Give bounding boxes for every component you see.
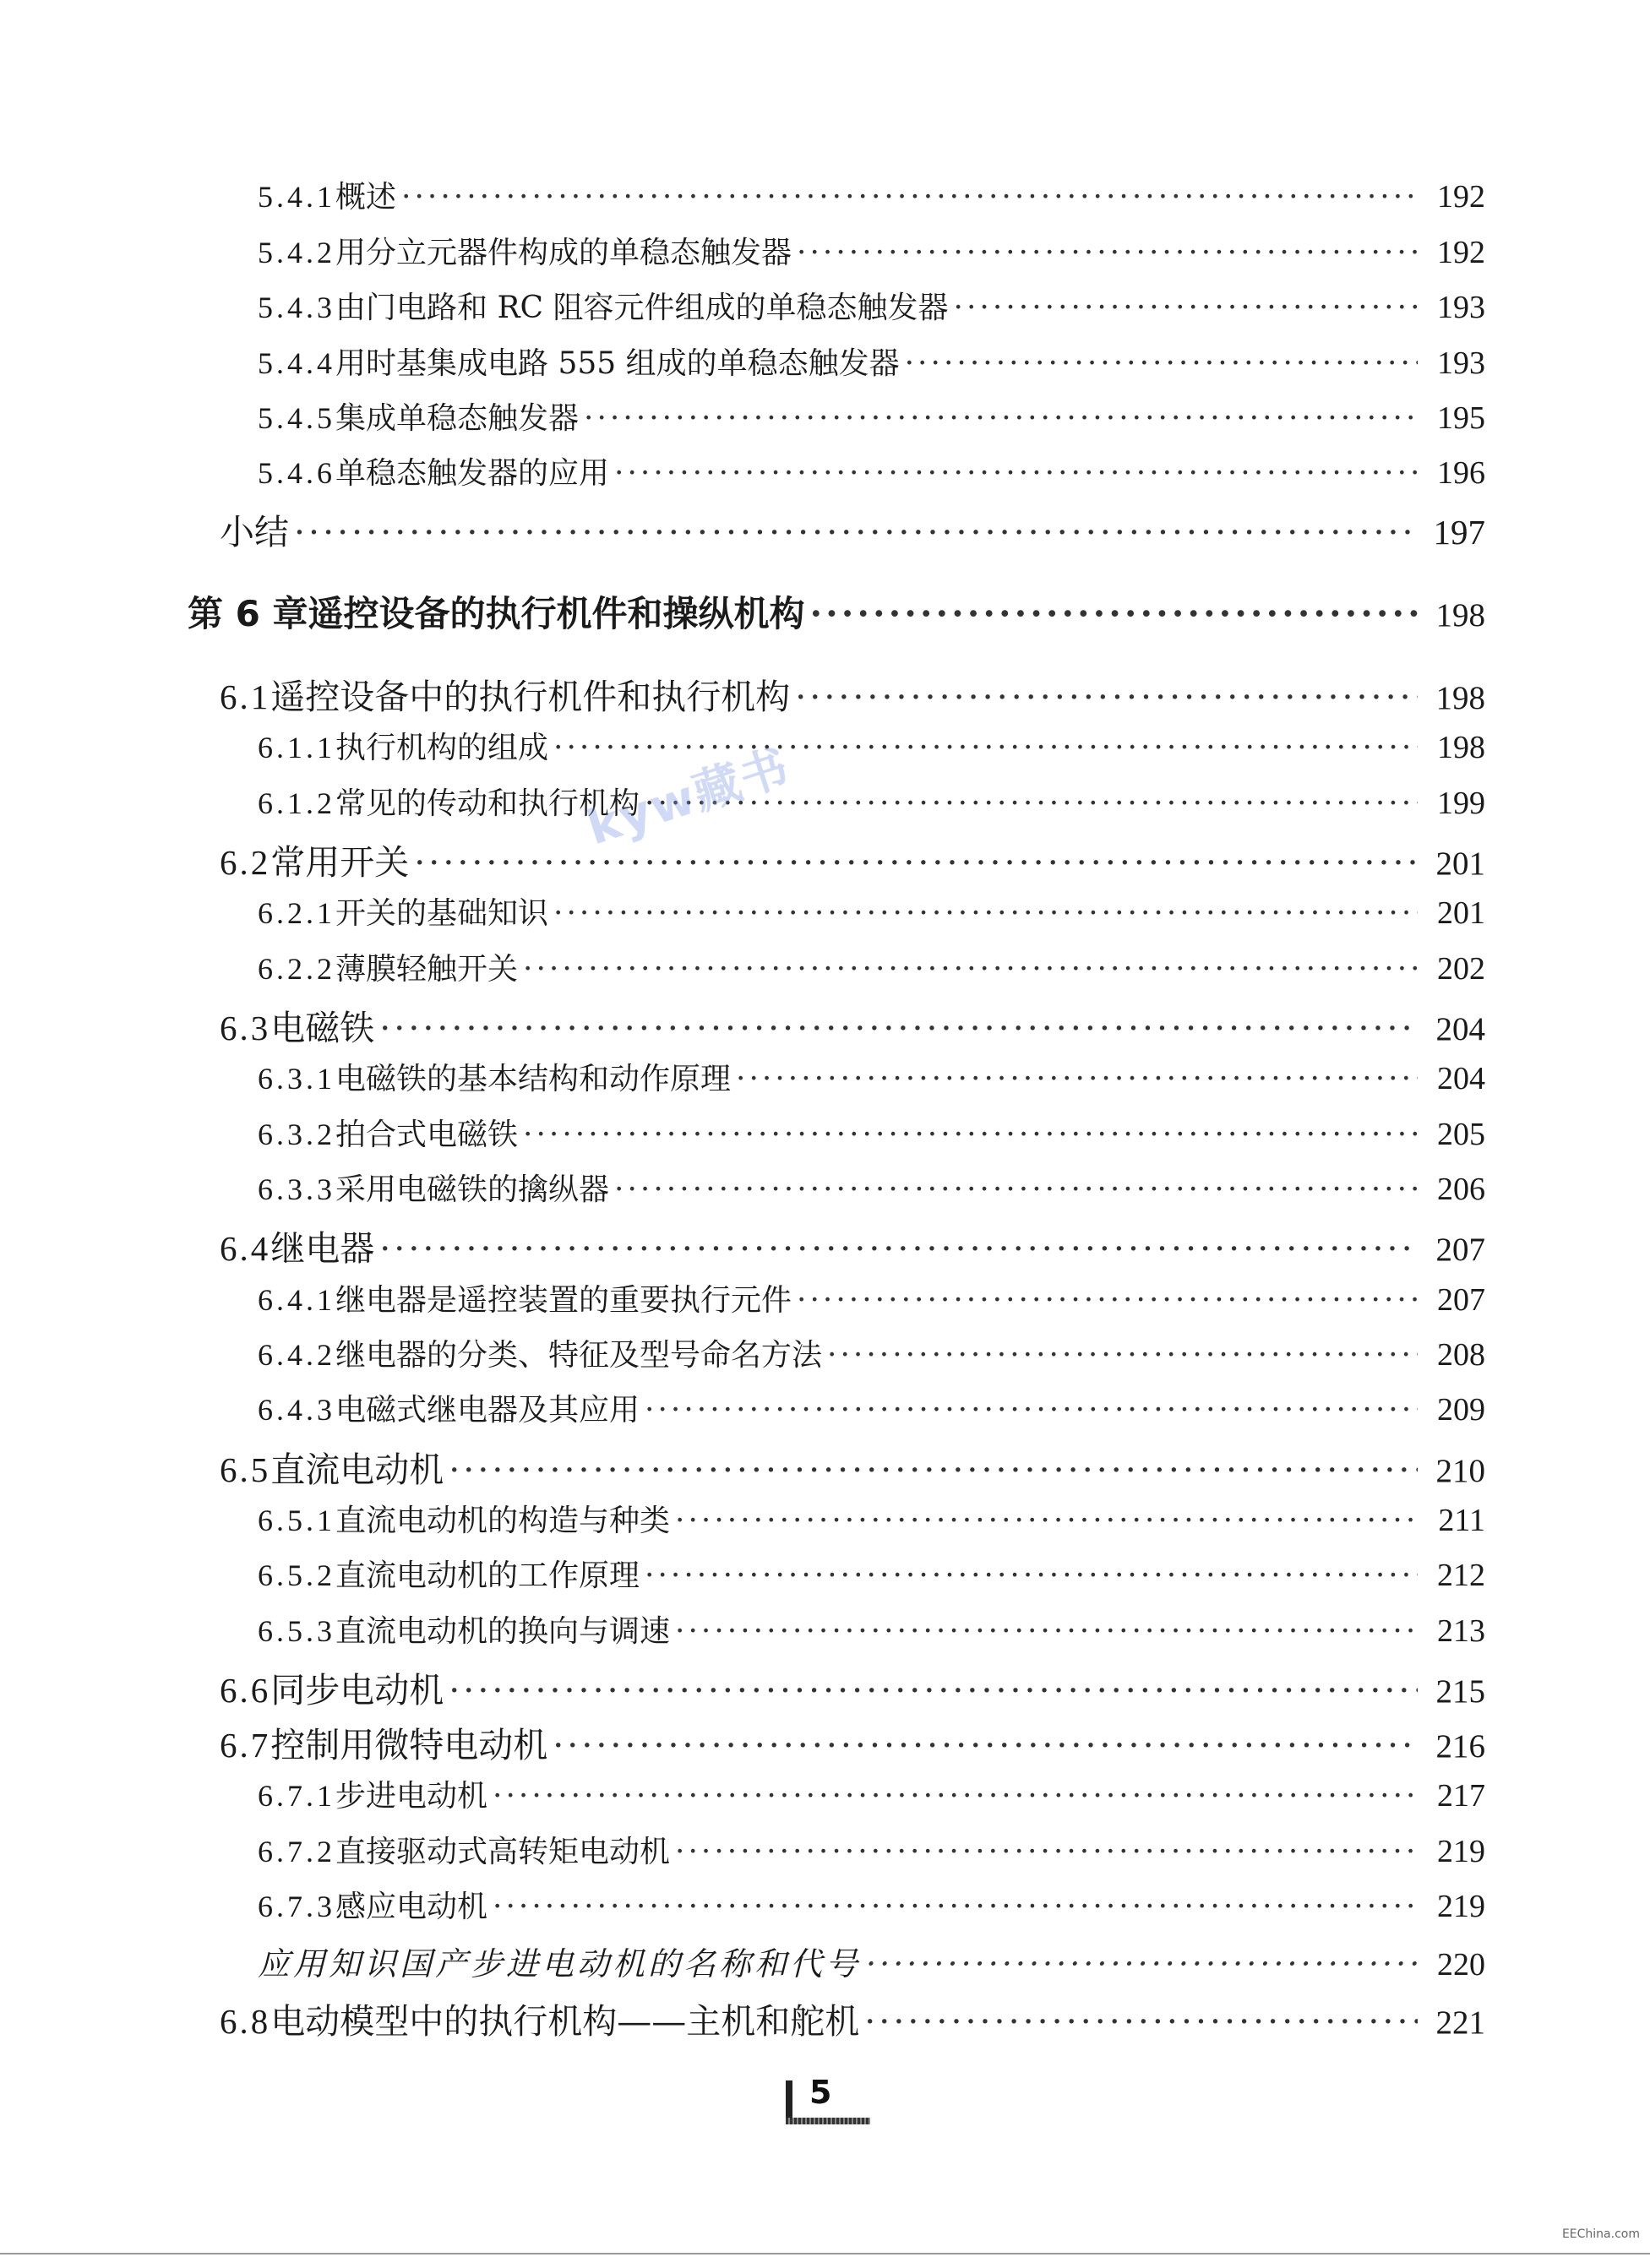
toc-dot-leader xyxy=(584,401,1418,436)
toc-entry[interactable] xyxy=(258,340,1485,383)
toc-entry-title: 感应电动机 xyxy=(335,1890,488,1924)
toc-dot-leader xyxy=(449,1670,1418,1711)
toc-entry-page: 199 xyxy=(1437,786,1485,821)
toc-entry-title: 用分立元器件构成的单稳态触发器 xyxy=(335,236,792,270)
toc-dot-leader xyxy=(675,1835,1418,1869)
toc-entry-page: 208 xyxy=(1437,1337,1485,1373)
toc-entry-title: 单稳态触发器的应用 xyxy=(335,456,610,491)
toc-entry[interactable] xyxy=(258,889,1485,933)
scan-edge-line xyxy=(0,2253,1650,2254)
toc-entry-number: 6.8 xyxy=(220,2002,271,2041)
toc-entry-page: 209 xyxy=(1437,1392,1485,1428)
toc-dot-leader xyxy=(553,1725,1418,1765)
toc-entry-title: 电动模型中的执行机构——主机和舵机 xyxy=(270,2001,860,2042)
toc-entry[interactable] xyxy=(258,1938,1485,1984)
toc-entry-title: 采用电磁铁的擒纵器 xyxy=(335,1172,610,1207)
toc-dot-leader xyxy=(905,346,1418,381)
toc-entry-page: 192 xyxy=(1437,179,1485,215)
toc-entry-page: 195 xyxy=(1437,400,1485,436)
toc-entry-page: 216 xyxy=(1435,1728,1485,1765)
toc-dot-leader xyxy=(736,1062,1418,1096)
toc-entry-title: 小结 xyxy=(220,512,289,552)
toc-dot-leader xyxy=(827,1338,1418,1373)
footer-bracket-bottom xyxy=(786,2118,870,2124)
toc-entry-number: 6.4.2 xyxy=(258,1338,335,1372)
toc-entry-number: 6.1.2 xyxy=(258,786,335,820)
toc-dot-leader xyxy=(523,1118,1418,1152)
toc-entry-page: 201 xyxy=(1437,895,1485,931)
toc-entry[interactable] xyxy=(258,1497,1485,1540)
toc-entry-page: 212 xyxy=(1437,1558,1485,1593)
toc-entry-title: 开关的基础知识 xyxy=(335,896,549,931)
toc-entry-number: 6.7.3 xyxy=(258,1890,335,1923)
toc-entry-page: 193 xyxy=(1437,290,1485,325)
toc-entry-number: 6.2.2 xyxy=(258,952,335,986)
toc-entry[interactable] xyxy=(258,1111,1485,1154)
toc-entry-title: 电磁铁的基本结构和动作原理 xyxy=(335,1062,732,1096)
toc-entry[interactable] xyxy=(258,229,1485,272)
toc-entry[interactable] xyxy=(188,586,1485,637)
toc-entry-title: 步进电动机 xyxy=(335,1779,488,1814)
toc-entry-number: 5.4.3 xyxy=(258,291,335,324)
toc-entry-title: 集成单稳态触发器 xyxy=(335,401,580,436)
toc-entry-title: 执行机构的组成 xyxy=(335,731,549,765)
toc-entry-number: 6.7.2 xyxy=(258,1835,335,1868)
toc-dot-leader xyxy=(553,896,1418,931)
toc-entry[interactable] xyxy=(258,1772,1485,1815)
toc-dot-leader xyxy=(864,2001,1418,2042)
toc-entry-title: 电磁式继电器及其应用 xyxy=(335,1393,640,1428)
toc-dot-leader xyxy=(493,1779,1418,1814)
toc-dot-leader xyxy=(866,1945,1418,1982)
toc-dot-leader xyxy=(449,1449,1418,1490)
toc-entry-title: 直接驱动式高转矩电动机 xyxy=(335,1835,671,1869)
toc-entry-page: 204 xyxy=(1435,1011,1485,1047)
toc-entry-page: 201 xyxy=(1435,846,1485,882)
toc-entry-number: 5.4.1 xyxy=(258,180,335,214)
toc-entry-number: 6.5.2 xyxy=(258,1558,335,1592)
toc-entry-page: 192 xyxy=(1437,235,1485,270)
toc-entry-number: 应用知识 xyxy=(258,1945,400,1982)
toc-entry[interactable] xyxy=(258,1883,1485,1926)
toc-entry-title: 直流电动机的换向与调速 xyxy=(335,1614,671,1649)
toc-entry-number: 第 6 章 xyxy=(188,593,308,634)
toc-entry-title: 直流电动机的工作原理 xyxy=(335,1558,640,1593)
toc-entry-number: 6.4.1 xyxy=(258,1283,335,1317)
toc-dot-leader xyxy=(379,1228,1418,1269)
toc-entry[interactable] xyxy=(258,449,1485,492)
toc-entry[interactable] xyxy=(258,1055,1485,1098)
toc-entry[interactable] xyxy=(258,173,1485,216)
toc-entry-number: 6.4 xyxy=(220,1229,271,1268)
toc-dot-leader xyxy=(675,1504,1418,1538)
toc-entry-number: 6.4.3 xyxy=(258,1393,335,1427)
toc-entry-number: 6.5 xyxy=(220,1450,271,1489)
toc-entry-page: 220 xyxy=(1437,1947,1485,1982)
toc-entry-number: 6.3 xyxy=(220,1009,271,1047)
toc-entry[interactable] xyxy=(258,1552,1485,1595)
source-credit: EEChina.com xyxy=(1561,2227,1640,2241)
toc-dot-leader xyxy=(645,1558,1418,1593)
toc-entry[interactable] xyxy=(258,1166,1485,1209)
toc-entry-title: 控制用微特电动机 xyxy=(270,1725,548,1765)
toc-entry-number: 6.3.1 xyxy=(258,1062,335,1096)
toc-entry-page: 204 xyxy=(1437,1061,1485,1096)
toc-entry-page: 207 xyxy=(1435,1232,1485,1268)
toc-entry-number: 6.2.1 xyxy=(258,896,335,930)
toc-entry-page: 198 xyxy=(1437,730,1485,765)
toc-entry-page: 210 xyxy=(1435,1453,1485,1489)
toc-entry-title: 遥控设备的执行机件和操纵机构 xyxy=(308,593,805,634)
toc-entry-title: 继电器 xyxy=(270,1228,375,1269)
toc-entry-title: 直流电动机 xyxy=(270,1449,444,1490)
toc-entry[interactable] xyxy=(258,1828,1485,1871)
toc-dot-leader xyxy=(614,456,1418,491)
toc-entry-page: 217 xyxy=(1437,1778,1485,1814)
toc-entry[interactable] xyxy=(220,1662,1485,1712)
toc-dot-leader xyxy=(675,1614,1418,1649)
toc-entry-page: 221 xyxy=(1435,2004,1485,2041)
toc-entry-page: 215 xyxy=(1435,1673,1485,1710)
toc-entry-page: 219 xyxy=(1437,1889,1485,1924)
toc-entry[interactable] xyxy=(258,1331,1485,1374)
toc-entry[interactable] xyxy=(258,394,1485,438)
toc-entry[interactable] xyxy=(220,1993,1485,2043)
toc-entry-number: 6.1 xyxy=(220,677,271,716)
toc-dot-leader xyxy=(645,1393,1418,1428)
toc-entry[interactable] xyxy=(258,1386,1485,1429)
watermark: kyw藏书 xyxy=(580,739,797,857)
toc-entry-title: 薄膜轻触开关 xyxy=(335,952,519,987)
toc-dot-leader xyxy=(294,512,1418,552)
toc-entry-title: 继电器是遥控装置的重要执行元件 xyxy=(335,1283,792,1318)
toc-entry-page: 202 xyxy=(1437,951,1485,987)
toc-entry-title: 遥控设备中的执行机件和执行机构 xyxy=(270,677,791,717)
toc-entry-number: 6.7 xyxy=(220,1726,271,1765)
toc-entry-page: 211 xyxy=(1438,1503,1485,1538)
toc-dot-leader xyxy=(614,1172,1418,1207)
toc-entry-number: 6.1.1 xyxy=(258,731,335,764)
toc-dot-leader xyxy=(797,1283,1418,1318)
toc-entry-page: 207 xyxy=(1437,1282,1485,1318)
toc-entry[interactable] xyxy=(220,669,1485,719)
toc-entry-title: 由门电路和 RC 阻容元件组成的单稳态触发器 xyxy=(335,291,949,325)
toc-dot-leader xyxy=(809,593,1418,634)
toc-entry-number: 6.7.1 xyxy=(258,1779,335,1813)
toc-dot-leader xyxy=(414,842,1418,883)
toc-dot-leader xyxy=(523,952,1418,987)
toc-entry-page: 206 xyxy=(1437,1172,1485,1207)
toc-entry-number: 5.4.4 xyxy=(258,346,335,380)
toc-dot-leader xyxy=(795,677,1418,717)
toc-dot-leader xyxy=(401,180,1418,215)
toc-entry[interactable] xyxy=(258,724,1485,767)
toc-entry-title: 常用开关 xyxy=(270,842,410,883)
toc-entry-number: 5.4.6 xyxy=(258,456,335,490)
toc-entry[interactable] xyxy=(258,284,1485,327)
toc-entry-title: 国产步进电动机的名称和代号 xyxy=(400,1945,862,1982)
toc-dot-leader xyxy=(379,1008,1418,1048)
footer-bracket-left xyxy=(786,2080,792,2123)
toc-entry[interactable] xyxy=(258,1276,1485,1319)
toc-entry-number: 6.5.3 xyxy=(258,1614,335,1648)
toc-entry-page: 213 xyxy=(1437,1613,1485,1649)
toc-dot-leader xyxy=(493,1890,1418,1924)
toc-entry-page: 193 xyxy=(1437,345,1485,381)
toc-entry[interactable] xyxy=(220,1000,1485,1050)
toc-entry-page: 205 xyxy=(1437,1117,1485,1152)
toc-entry[interactable] xyxy=(220,1221,1485,1270)
toc-entry-page: 198 xyxy=(1435,680,1485,716)
toc-entry-number: 5.4.2 xyxy=(258,236,335,269)
toc-entry-page: 196 xyxy=(1437,455,1485,491)
toc-entry[interactable] xyxy=(220,1717,1485,1767)
toc-entry[interactable] xyxy=(258,1607,1485,1651)
toc-entry[interactable] xyxy=(258,780,1485,823)
toc-entry-title: 直流电动机的构造与种类 xyxy=(335,1504,671,1538)
toc-entry-title: 电磁铁 xyxy=(270,1008,375,1048)
toc-entry[interactable] xyxy=(220,1442,1485,1492)
toc-entry-number: 6.3.3 xyxy=(258,1172,335,1206)
toc-dot-leader xyxy=(954,291,1418,325)
toc-entry-title: 继电器的分类、特征及型号命名方法 xyxy=(335,1338,823,1373)
page-number: 5 xyxy=(809,2074,832,2111)
toc-entry-number: 6.5.1 xyxy=(258,1504,335,1537)
toc-entry-title: 同步电动机 xyxy=(270,1670,444,1711)
toc-entry-title: 常见的传动和执行机构 xyxy=(335,786,640,821)
toc-dot-leader xyxy=(797,236,1418,270)
toc-entry-number: 6.3.2 xyxy=(258,1118,335,1151)
toc-entry-title: 用时基集成电路 555 组成的单稳态触发器 xyxy=(335,346,900,381)
toc-entry-number: 5.4.5 xyxy=(258,401,335,435)
toc-entry-title: 概述 xyxy=(335,180,397,215)
toc-entry-page: 219 xyxy=(1437,1834,1485,1869)
toc-entry-page: 198 xyxy=(1435,597,1485,634)
toc-entry[interactable] xyxy=(220,504,1485,554)
toc-entry-page: 197 xyxy=(1433,513,1485,552)
page-number-footer xyxy=(786,2074,870,2133)
toc-entry[interactable] xyxy=(220,835,1485,884)
toc-entry-number: 6.6 xyxy=(220,1671,271,1710)
toc-entry-number: 6.2 xyxy=(220,843,271,882)
toc-entry-title: 拍合式电磁铁 xyxy=(335,1118,519,1152)
toc-entry[interactable] xyxy=(258,945,1485,988)
